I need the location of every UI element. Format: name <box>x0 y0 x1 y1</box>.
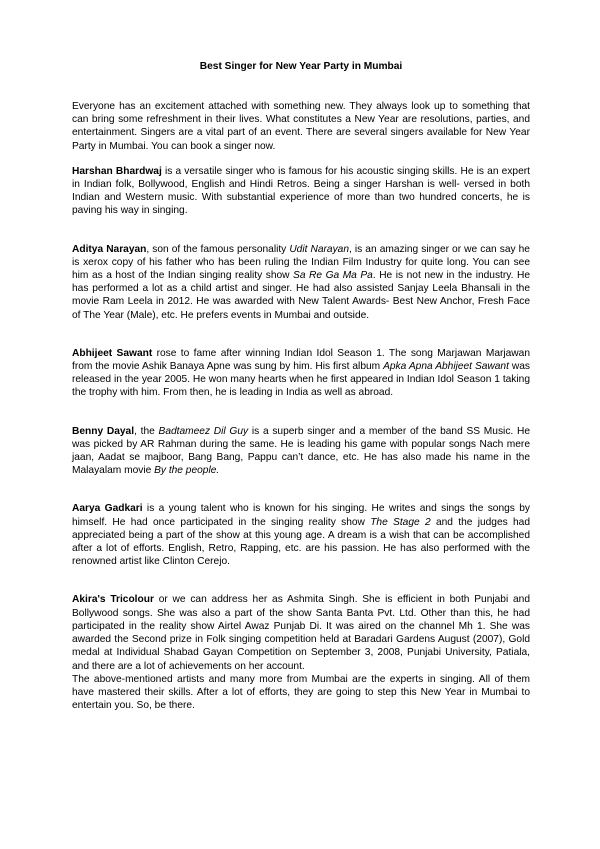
paragraph-akira <box>72 593 530 672</box>
paragraph-aditya <box>72 243 530 322</box>
closing-paragraph: The above-mentioned artists and many more from Mumbai are the experts in singing. All of them have mastered their skills. After a lot of efforts, they are going to step this New Year in Mumbai to entertain you. So, be there. <box>72 673 530 712</box>
paragraph-text: or we can address her as Ashmita Singh. She is efficient in both Punjabi and Bollywood songs. She was also a part of the show Santa Banta Pvt. Ltd. Other than this, he had participated in the reality show Airtel Awaz Punjab Di. It was aired on the channel Mh 1. She was awarded the Second prize in Folk singing competition held at Baradari Gardens August (2007), Gold medal at Individual Shabad Gayan Competition on September 3, 2008, Punjabi University, Patiala, and there are a lot of achievements on her account. <box>72 594 530 672</box>
paragraph-text: and the judges had appreciated being a part of the show at this young age. A dream is a wish that can be accomplished after a lot of efforts. English, Retro, Rapping, etc. are his passion. He has also performed with the renowned artist like Clinton Cerejo. <box>72 516 531 568</box>
paragraph-text: . He is not new in the industry. He has performed a lot as a child artist and singer. He had also assisted Sanjay Leela Bhansali in the movie Ram Leela in 2012. He was awarded with New Talent Awards- Best New Anchor, Fresh Face of The Year (Male), etc. He prefers events in Mumbai and outside. <box>72 270 530 321</box>
paragraph-aarya <box>72 502 530 568</box>
paragraph-benny <box>72 425 530 478</box>
singer-name: Abhijeet Sawant <box>72 347 153 359</box>
paragraph-text: rose to fame after winning Indian Idol Season 1. The song Marjawan Marjawan from the movie Ashik Banaya Apne was sung by him. His first album <box>72 347 530 373</box>
paragraph-text: is a young talent who is known for his singing. He writes and sings the songs by himself. He had once participated in the singing reality show <box>72 503 530 528</box>
italic-text: Sa Re Ga Ma Pa <box>293 270 373 282</box>
document-page <box>72 60 530 712</box>
italic-text: Udit Narayan <box>289 243 350 255</box>
italic-text: The Stage 2 <box>370 516 431 528</box>
paragraph-text: is a versatile singer who is famous for his acoustic singing skills. He is an expert in Indian folk, Bollywood, English and Hindi Retros. Being a singer Harshan is well- versed in both Indian and Western music. With substantial experience of more than two hundred concerts, he is paving his way in singing. <box>72 165 530 217</box>
singer-name: Aditya Narayan <box>72 243 147 255</box>
italic-text: By the people. <box>154 465 220 477</box>
paragraph-text: is a superb singer and a member of the band SS Music. He was picked by AR Rahman during the same. He is leading his game with popular songs Nach mere jaan, Aadat se majboor, Bang Bang, Pappu can’t dance, etc. He has also made his name in the Malayalam movie <box>72 425 530 477</box>
singer-name: Aarya Gadkari <box>72 503 143 515</box>
italic-text: Badtameez Dil Guy <box>158 425 249 437</box>
singer-name: Harshan Bhardwaj <box>72 165 162 177</box>
paragraph-text: , son of the famous personality <box>146 243 290 255</box>
paragraph-text: , is an amazing singer or we can say he is xerox copy of his father who has been ruling the Indian Film Industry for quite long. You can see him as a host of the Indian singing reality show <box>72 243 530 282</box>
paragraph-abhijeet <box>72 347 530 400</box>
singer-name: Akira's Tricolour <box>72 594 154 606</box>
paragraph-text: was released in the year 2005. He won many hearts when he first appeared in Indian Idol Season 1 taking the trophy with him. From then, he is leading in India as well as abroad. <box>72 361 530 399</box>
paragraph-harshan <box>72 165 530 218</box>
paragraph-text: , the <box>134 425 159 437</box>
singer-name: Benny Dayal <box>72 425 135 437</box>
italic-text: Apka Apna Abhijeet Sawant <box>383 361 509 373</box>
page-title: Best Singer for New Year Party in Mumbai <box>199 61 403 72</box>
intro-paragraph: Everyone has an excitement attached with something new. They always look up to something that can bring some refreshment in their lives. What constitutes a New Year are resolutions, parties, and entertainment. Singers are a vital part of an event. There are several singers available for New Year Party in Mumbai. You can book a singer now. <box>72 101 530 152</box>
